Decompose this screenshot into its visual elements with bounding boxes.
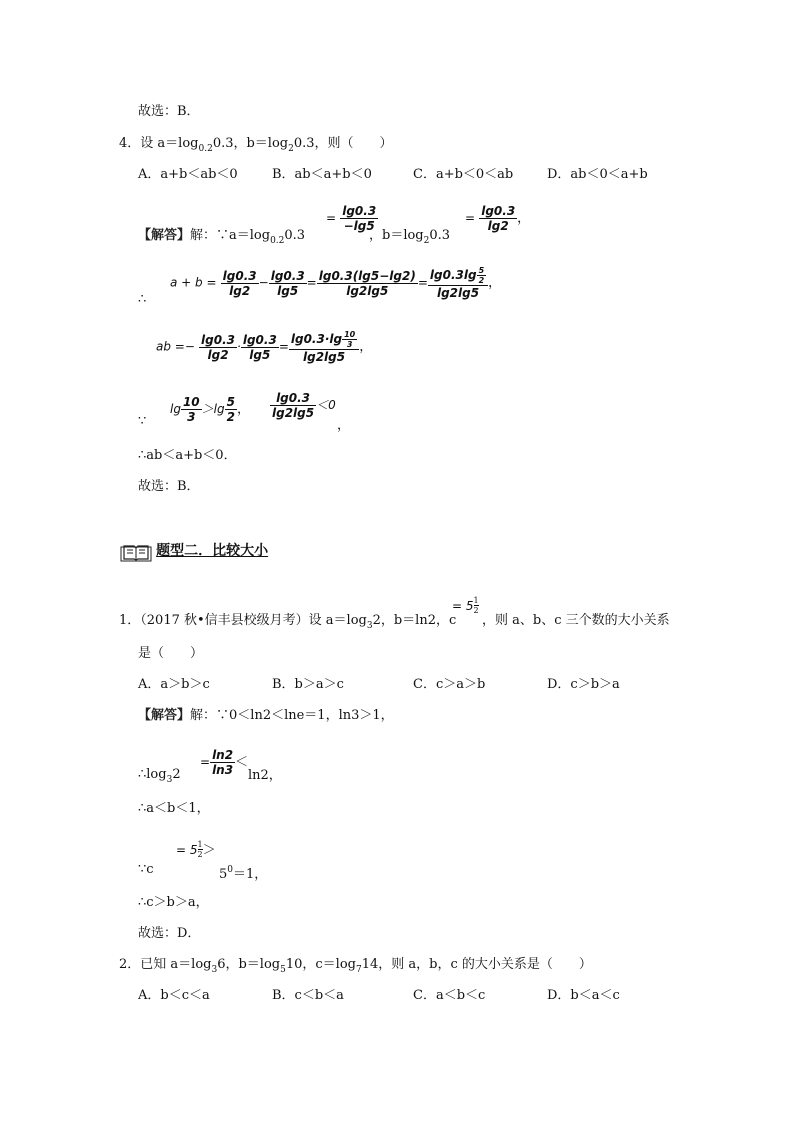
prod-f3-mini-d: 3 xyxy=(346,340,353,349)
s2q1-option-a: A．a＞b＞c xyxy=(138,677,210,692)
q4-answer-intro xyxy=(138,228,305,249)
book-icon xyxy=(120,542,152,562)
q4-b-base: 2 xyxy=(423,236,430,246)
sum-f4-num: lg0.3lg xyxy=(429,268,477,282)
l4-gt: ＞ xyxy=(202,843,216,858)
q4-a-arg: 0.3 xyxy=(284,228,306,243)
q4-sum-eq: a + b = $\frac{\lg 0.3}{\lg 2}$ − $\frac{\lg 0.3}{\lg 5}$ = $\frac{\lg 0.3(\lg 5-\lg 2)}{\lg 2\lg 5}$ = lg0.3lg $\frac{5}{2}$ lg2lg5 ， xyxy=(170,266,502,300)
s2q1-line4-power xyxy=(176,840,216,861)
s2q1-line3: ∴a＜b＜1， xyxy=(138,801,210,816)
s2q2-t3: 14，则 a，b，c 的大小关系是（ ） xyxy=(361,957,592,972)
l4-sup: 0 xyxy=(227,865,234,875)
cmp-f2-d: 2 xyxy=(226,410,235,424)
s2q2-option-a: A．b＜c＜a xyxy=(138,988,210,1003)
s2q1-option-d: D．c＞b＞a xyxy=(547,677,620,692)
cmp-f3-num: lg0.3 xyxy=(270,391,316,406)
q4-b-def-text: ，b＝log xyxy=(369,228,424,243)
q4-option-b: B．ab＜a+b＜0 xyxy=(272,167,372,182)
q4-stem-text2: 0.3，b＝log xyxy=(212,136,289,151)
l4-end: ＝1， xyxy=(233,867,268,882)
sum-f1-den: lg2 xyxy=(229,283,251,298)
s2q2-b3: 7 xyxy=(356,965,362,975)
q4-therefore: ∴ xyxy=(138,292,147,307)
answer-tag: 【解答】 xyxy=(138,228,191,243)
prod-f3-mini-n: 10 xyxy=(344,330,356,339)
q4-prod-lhs: ab =− xyxy=(156,339,195,354)
s2q1-line4-tail xyxy=(219,862,267,883)
s2q1-stem-d: 是（ ） xyxy=(138,646,204,661)
s2q2-t2: 10，c＝log xyxy=(285,957,356,972)
sum-f3-num: lg0.3(lg5−lg2) xyxy=(318,268,416,283)
s2q1-line2 xyxy=(138,767,181,788)
s2q1-eq5: = 5 xyxy=(452,599,474,613)
q4-option-c: C．a+b＜0＜ab xyxy=(413,167,514,182)
s2q2-option-b: B．c＜b＜a xyxy=(272,988,344,1003)
q4-b-def xyxy=(369,228,450,249)
q4-because: ∵ xyxy=(138,414,147,429)
l4-tail: 5 xyxy=(219,867,228,882)
s2q1-line4-pre: ∵c xyxy=(138,862,154,877)
cmp-gt: ＞lg xyxy=(201,402,225,416)
q4-stem-text: 设 a＝log xyxy=(140,136,199,151)
s2q1-line5: ∴c＞b＞a， xyxy=(138,895,209,910)
q4-frac2-num: lg0.3 xyxy=(481,204,516,218)
prod-f1-num: lg0.3 xyxy=(201,332,236,347)
s2q1-line2-tail: ln2， xyxy=(248,768,282,783)
sum-f4-den: lg2lg5 xyxy=(436,286,480,300)
s2q1-option-b: B．b＞a＞c xyxy=(272,677,344,692)
sum-f2-den: lg5 xyxy=(277,283,299,298)
s2q2-b2: 5 xyxy=(280,965,286,975)
cmp-f1-n: 10 xyxy=(182,395,200,409)
s2q1-stem-c: ，则 a、b、c 三个数的大小关系 xyxy=(482,613,670,628)
q4-prod-eq: ab =− $\frac{\lg 0.3}{\lg 2}$ · $\frac{\lg 0.3}{\lg 5}$ = lg0.3·lg $\frac{10}{3}$ lg2lg5 ， xyxy=(156,330,373,364)
s2q1-stem-b: 2，b＝ln2，c xyxy=(372,613,457,628)
l2-arg: 2 xyxy=(172,767,181,782)
q4-a-base: 0.2 xyxy=(270,236,285,246)
s2q1-answer-1 xyxy=(138,708,394,724)
q4-stem-text3: 0.3，则（ ） xyxy=(293,136,393,151)
answer-tag-2: 【解答】 xyxy=(138,708,191,723)
q4-base2: 2 xyxy=(288,144,294,154)
q4-frac1: = $\frac{\lg 0.3}{-\lg 5}$ xyxy=(326,204,377,233)
s2q2-t1: 6，b＝log xyxy=(217,957,281,972)
l4-exp-n: 1 xyxy=(197,840,203,849)
q4-conclusion: 故选：B． xyxy=(138,479,200,494)
s2q1-exp-d: 2 xyxy=(473,606,479,615)
s2q1-number: 1． xyxy=(119,613,141,628)
s2q2-number: 2． xyxy=(119,957,141,972)
comma: ， xyxy=(337,418,351,433)
s2q1-stem-a: （2017 秋•信丰县校级月考）设 a＝log xyxy=(140,613,367,628)
prod-f3-den: lg2lg5 xyxy=(303,350,346,364)
s2q1-line2-frac: = $\frac{\ln 2}{\ln 3}$ ＜ xyxy=(200,748,249,777)
cmp-lg: lg xyxy=(170,402,181,416)
l2-f-d: ln3 xyxy=(212,763,234,777)
s2q2-stem xyxy=(119,957,592,978)
s2q2-b1: 3 xyxy=(211,965,218,975)
sum-f3-den: lg2lg5 xyxy=(346,283,389,298)
cmp-f1-d: 3 xyxy=(187,410,196,424)
s2q1-stem xyxy=(119,613,456,634)
s2q2-option-c: C．a＜b＜c xyxy=(413,988,486,1003)
prod-f2-num: lg0.3 xyxy=(242,332,277,347)
q4-frac2: = $\frac{\lg 0.3}{\lg 2}$ ， xyxy=(465,204,531,233)
q4-b-arg: 0.3 xyxy=(429,228,451,243)
section-header xyxy=(120,540,268,563)
s2q1-option-c: C．c＞a＞b xyxy=(413,677,486,692)
sum-f4-mini-d: 2 xyxy=(478,276,485,285)
s2q1-ans1: 解：∵0＜ln2＜lne＝1，ln3＞1， xyxy=(190,708,394,723)
s2q2-option-d: D．b＜a＜c xyxy=(547,988,620,1003)
section-title: 题型二．比较大小 xyxy=(156,543,269,559)
prod-f1-den: lg2 xyxy=(207,347,229,362)
q4-frac2-den: lg2 xyxy=(487,219,509,233)
cmp-lt0: ＜0 xyxy=(316,398,336,412)
q4-number: 4． xyxy=(119,136,141,151)
q4-sum-lhs: a + b = xyxy=(170,275,217,290)
l4-exp-d: 2 xyxy=(197,850,203,859)
q4-base1: 0.2 xyxy=(198,144,213,154)
q4-compare: lg $\frac{10}{3}$ ＞lg $\frac{5}{2}$ ， xyxy=(170,395,250,424)
q4-result: ∴ab＜a+b＜0． xyxy=(138,448,237,463)
cmp-f3-den: lg2lg5 xyxy=(272,406,315,420)
prod-f2-den: lg5 xyxy=(249,347,271,362)
l2-lt: ＜ xyxy=(235,755,249,770)
l2-pre: ∴log xyxy=(138,767,167,782)
q4-option-a: A．a+b＜ab＜0 xyxy=(138,167,238,182)
s2q1-exp-n: 1 xyxy=(473,596,479,605)
q4-stem xyxy=(119,136,393,157)
sum-f2-num: lg0.3 xyxy=(270,268,305,283)
q4-compare-2 xyxy=(270,390,336,421)
q4-option-d: D．ab＜0＜a+b xyxy=(547,167,648,182)
sum-f1-num: lg0.3 xyxy=(222,268,257,283)
cmp-f2-n: 5 xyxy=(226,395,235,409)
q4-frac1-num: lg0.3 xyxy=(342,204,377,218)
s2q1-base: 3 xyxy=(366,621,373,631)
l2-base: 3 xyxy=(166,775,173,785)
q4-frac1-den: −lg5 xyxy=(343,219,375,233)
l2-f-n: ln2 xyxy=(212,748,234,762)
prod-f3-num: lg0.3·lg xyxy=(290,332,343,346)
s2q1-conclusion: 故选：D． xyxy=(138,926,201,941)
q4-answer-text: 解：∵a＝log xyxy=(190,228,271,243)
sum-f4-mini-n: 5 xyxy=(478,266,485,275)
prev-conclusion: 故选：B． xyxy=(138,104,200,119)
s2q2-stem-a: 已知 a＝log xyxy=(140,957,212,972)
l4-eq: = 5 xyxy=(176,843,198,857)
s2q1-power xyxy=(452,596,479,617)
